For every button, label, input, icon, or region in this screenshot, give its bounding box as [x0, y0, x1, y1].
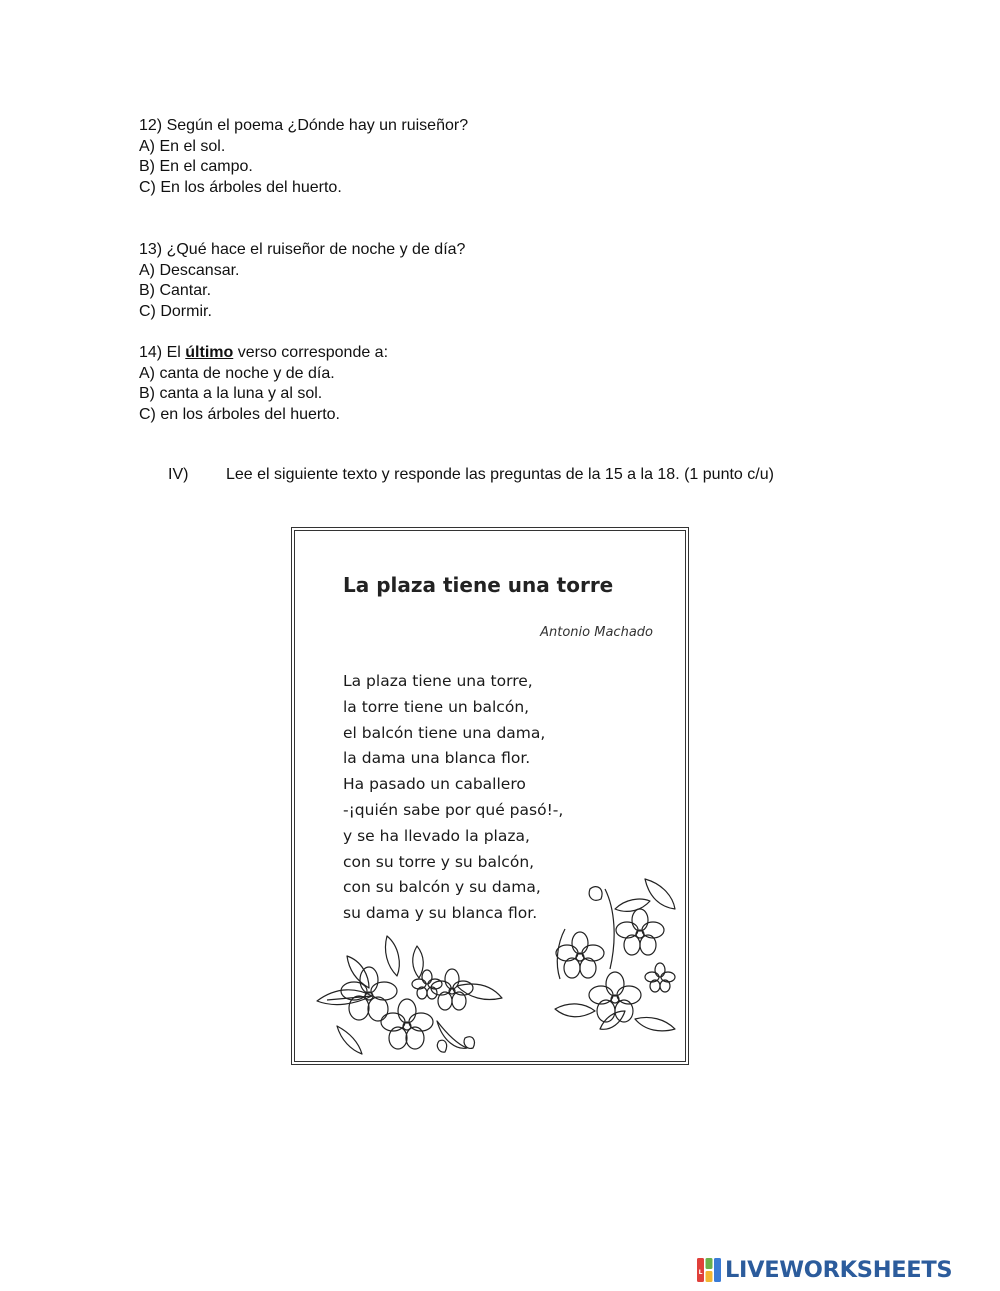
question-14-prompt: 14) El último verso corresponde a:: [139, 344, 389, 361]
question-14-option-a: A) canta de noche y de día.: [139, 364, 335, 382]
poem-verse: con su torre y su balcón,: [343, 852, 535, 871]
question-12: [139, 116, 468, 198]
poem-verse: con su balcón y su dama,: [343, 878, 541, 897]
question-13-option-a: A) Descansar.: [139, 261, 240, 279]
poem-author: Antonio Machado: [540, 625, 653, 640]
poem-title: La plaza tiene una torre: [343, 573, 614, 597]
liveworksheets-wordmark: LIVEWORKSHEETS: [725, 1256, 953, 1283]
question-12-option-c: C) En los árboles del huerto.: [139, 178, 342, 196]
section-number: IV): [168, 466, 189, 483]
question-14-option-c: C) en los árboles del huerto.: [139, 405, 340, 423]
question-13-option-c: C) Dormir.: [139, 302, 212, 320]
emphasis-word: último: [185, 344, 234, 361]
poem-verses: [343, 669, 563, 927]
question-12-prompt: 12) Según el poema ¿Dónde hay un ruiseñor?: [139, 117, 469, 134]
poem-verse: su dama y su blanca flor.: [343, 904, 538, 923]
poem-verse: Ha pasado un caballero: [343, 775, 526, 794]
question-12-option-b: B) En el campo.: [139, 158, 253, 176]
poem-verse: -¡quién sabe por qué pasó!-,: [343, 800, 564, 819]
poem-verse: La plaza tiene una torre,: [343, 672, 533, 690]
question-13-prompt: 13) ¿Qué hace el ruiseñor de noche y de día?: [139, 241, 466, 258]
section-text: Lee el siguiente texto y responde las preguntas de la 15 a la 18. (1 punto c/u): [226, 466, 774, 483]
poem-card: [291, 527, 689, 1065]
question-14-option-b: B) canta a la luna y al sol.: [139, 385, 323, 403]
poem-verse: el balcón tiene una dama,: [343, 723, 546, 742]
question-14: [139, 343, 388, 425]
question-13-option-b: B) Cantar.: [139, 282, 212, 300]
question-13: [139, 240, 465, 322]
poem-verse: y se ha llevado la plaza,: [343, 826, 530, 845]
flowers-left-illustration: [307, 926, 507, 1061]
poem-verse: la dama una blanca flor.: [343, 749, 531, 768]
liveworksheets-brand: [696, 1255, 990, 1285]
liveworksheets-logo-icon: [696, 1257, 722, 1283]
svg-text:L: L: [698, 1269, 703, 1276]
poem-verse: la torre tiene un balcón,: [343, 697, 530, 716]
question-12-option-a: A) En el sol.: [139, 137, 226, 155]
section-instruction: [168, 466, 774, 484]
flowers-right-illustration: [545, 869, 685, 1044]
